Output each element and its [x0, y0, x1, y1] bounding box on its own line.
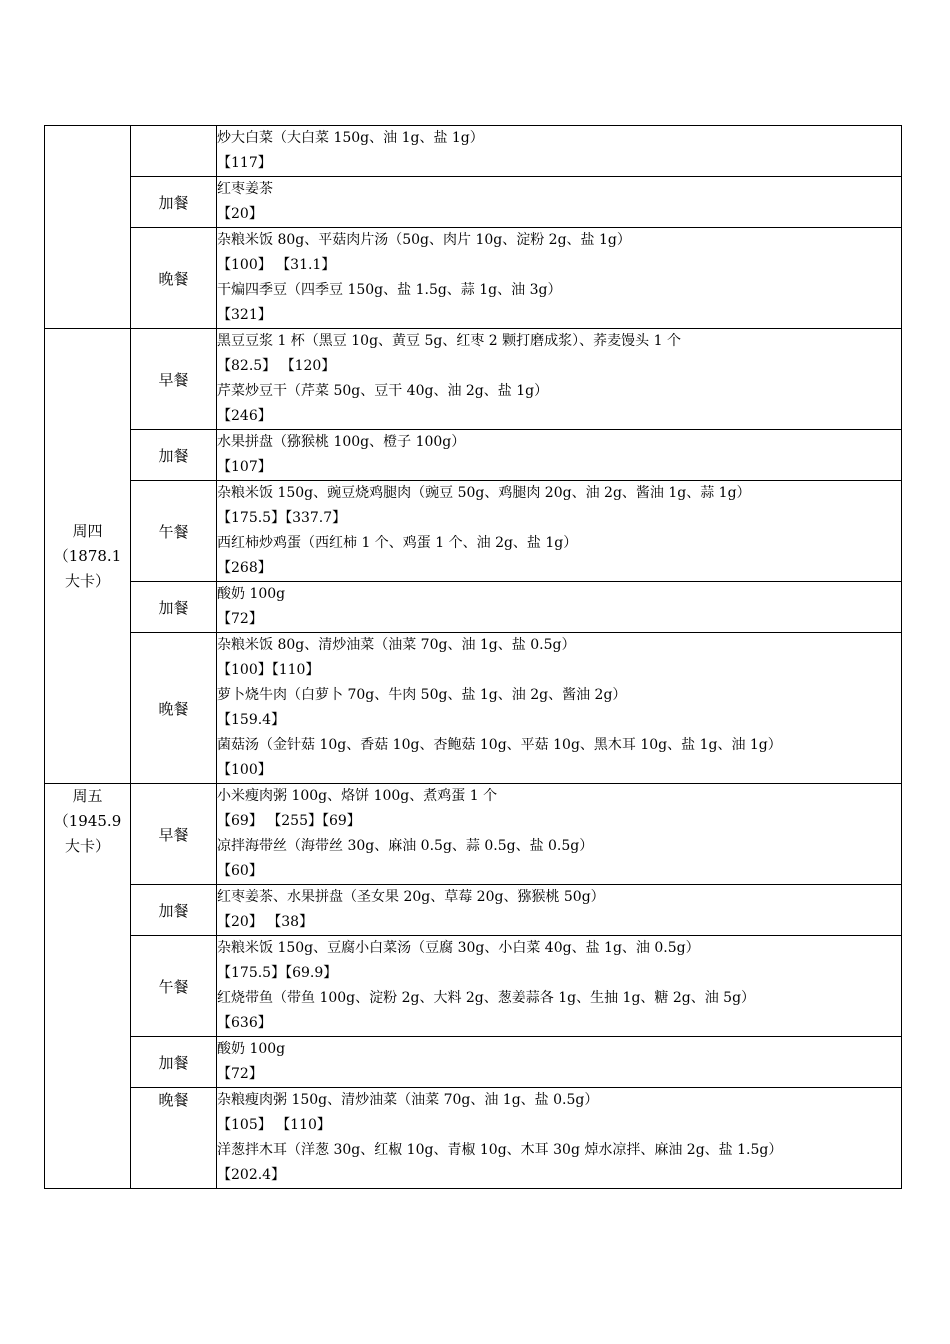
calorie-line: 【105】 【110】	[217, 1117, 331, 1133]
meal-label: 加餐	[131, 885, 217, 936]
meal-label: 早餐	[131, 329, 217, 430]
calorie-line: 【636】	[217, 1015, 272, 1031]
day-total: （1945.9	[53, 812, 122, 830]
meal-row	[45, 936, 902, 1037]
meal-label: 加餐	[131, 430, 217, 481]
meal-label: 晚餐	[131, 633, 217, 784]
calorie-line: 【107】	[217, 459, 272, 475]
meal-row	[45, 177, 902, 228]
calorie-line: 【20】 【38】	[217, 914, 314, 930]
food-line: 菌菇汤（金针菇 10g、香菇 10g、杏鲍菇 10g、平菇 10g、黑木耳 10g、盐 1g、油 1g）	[217, 737, 782, 753]
day-cell	[45, 126, 131, 329]
calorie-line: 【268】	[217, 560, 272, 576]
meal-label: 午餐	[131, 936, 217, 1037]
meal-row	[45, 1037, 902, 1088]
day-name: 周五	[72, 787, 103, 805]
food-line: 芹菜炒豆干（芹菜 50g、豆干 40g、油 2g、盐 1g）	[217, 383, 549, 399]
food-line: 小米瘦肉粥 100g、烙饼 100g、煮鸡蛋 1 个	[217, 788, 498, 804]
day-total: （1878.1	[53, 546, 122, 565]
meal-row	[45, 228, 902, 329]
meal-label: 晚餐	[131, 1088, 217, 1189]
meal-row	[45, 582, 902, 633]
food-cell	[217, 936, 902, 1037]
food-line: 水果拼盘（猕猴桃 100g、橙子 100g）	[217, 434, 466, 450]
food-line: 杂粮米饭 80g、平菇肉片汤（50g、肉片 10g、淀粉 2g、盐 1g）	[217, 232, 631, 248]
food-line: 萝卜烧牛肉（白萝卜 70g、牛肉 50g、盐 1g、油 2g、酱油 2g）	[217, 687, 627, 703]
calorie-line: 【100】 【31.1】	[217, 257, 336, 273]
calorie-line: 【246】	[217, 408, 272, 424]
food-cell	[217, 177, 902, 228]
meal-plan-table	[44, 125, 902, 1189]
meal-row	[45, 126, 902, 177]
food-line: 红枣姜茶	[217, 181, 273, 197]
calorie-line: 【117】	[217, 155, 272, 171]
meal-row	[45, 784, 902, 885]
day-cell-thursday	[45, 329, 131, 784]
day-total-unit: 大卡）	[64, 571, 110, 590]
food-line: 黑豆豆浆 1 杯（黑豆 10g、黄豆 5g、红枣 2 颗打磨成浆）、荞麦馒头 1 个	[217, 333, 681, 349]
meal-row	[45, 1088, 902, 1189]
calorie-line: 【20】	[217, 206, 263, 222]
meal-row	[45, 481, 902, 582]
food-line: 西红柿炒鸡蛋（西红柿 1 个、鸡蛋 1 个、油 2g、盐 1g）	[217, 535, 578, 551]
food-cell	[217, 228, 902, 329]
food-cell	[217, 329, 902, 430]
calorie-line: 【60】	[217, 863, 263, 879]
meal-label: 加餐	[131, 1037, 217, 1088]
food-cell	[217, 784, 902, 885]
meal-label: 午餐	[131, 481, 217, 582]
calorie-line: 【202.4】	[217, 1167, 286, 1183]
meal-label: 早餐	[131, 784, 217, 885]
calorie-line: 【159.4】	[217, 712, 286, 728]
meal-row	[45, 885, 902, 936]
calorie-line: 【72】	[217, 611, 263, 627]
food-cell	[217, 1037, 902, 1088]
calorie-line: 【175.5】【69.9】	[217, 965, 338, 981]
day-cell-friday	[45, 784, 131, 1189]
meal-row	[45, 633, 902, 784]
food-line: 杂粮米饭 80g、清炒油菜（油菜 70g、油 1g、盐 0.5g）	[217, 637, 576, 653]
food-cell	[217, 126, 902, 177]
calorie-line: 【100】【110】	[217, 662, 320, 678]
food-line: 杂粮米饭 150g、豆腐小白菜汤（豆腐 30g、小白菜 40g、盐 1g、油 0.5g）	[217, 940, 700, 956]
food-line: 酸奶 100g	[217, 586, 286, 602]
food-line: 洋葱拌木耳（洋葱 30g、红椒 10g、青椒 10g、木耳 30g 焯水凉拌、麻油 2g、盐 1.5g）	[217, 1142, 783, 1158]
meal-label: 加餐	[131, 582, 217, 633]
food-line: 炒大白菜（大白菜 150g、油 1g、盐 1g）	[217, 130, 484, 146]
meal-label: 晚餐	[131, 228, 217, 329]
food-line: 红枣姜茶、水果拼盘（圣女果 20g、草莓 20g、猕猴桃 50g）	[217, 889, 605, 905]
calorie-line: 【72】	[217, 1066, 263, 1082]
day-name: 周四	[72, 521, 103, 540]
meal-label	[131, 126, 217, 177]
food-cell	[217, 633, 902, 784]
calorie-line: 【321】	[217, 307, 272, 323]
food-cell	[217, 1088, 902, 1189]
food-line: 凉拌海带丝（海带丝 30g、麻油 0.5g、蒜 0.5g、盐 0.5g）	[217, 838, 594, 854]
calorie-line: 【82.5】 【120】	[217, 358, 336, 374]
calorie-line: 【175.5】【337.7】	[217, 510, 347, 526]
calorie-line: 【69】 【255】【69】	[217, 813, 361, 829]
food-cell	[217, 885, 902, 936]
day-total-unit: 大卡）	[64, 837, 110, 855]
meal-label: 加餐	[131, 177, 217, 228]
food-line: 红烧带鱼（带鱼 100g、淀粉 2g、大料 2g、葱姜蒜各 1g、生抽 1g、糖 2g、油 5g）	[217, 990, 756, 1006]
food-line: 酸奶 100g	[217, 1041, 286, 1057]
food-line: 干煸四季豆（四季豆 150g、盐 1.5g、蒜 1g、油 3g）	[217, 282, 562, 298]
food-line: 杂粮瘦肉粥 150g、清炒油菜（油菜 70g、油 1g、盐 0.5g）	[217, 1092, 599, 1108]
food-line: 杂粮米饭 150g、豌豆烧鸡腿肉（豌豆 50g、鸡腿肉 20g、油 2g、酱油 1g、蒜 1g）	[217, 485, 751, 501]
meal-row	[45, 329, 902, 430]
meal-row	[45, 430, 902, 481]
food-cell	[217, 430, 902, 481]
calorie-line: 【100】	[217, 762, 272, 778]
food-cell	[217, 481, 902, 582]
food-cell	[217, 582, 902, 633]
